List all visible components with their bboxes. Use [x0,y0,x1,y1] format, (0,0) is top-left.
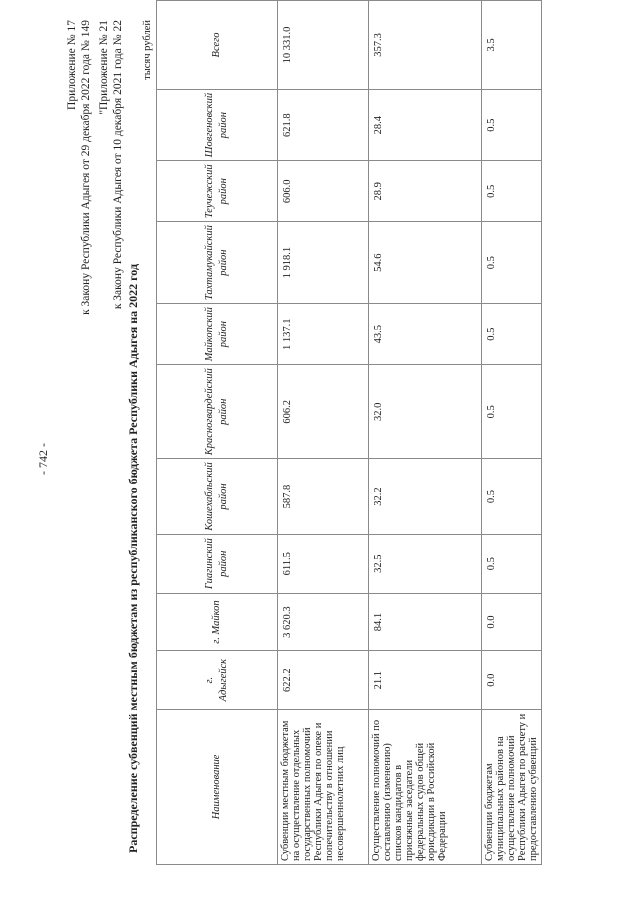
column-header-koshekhablsky: Кошехабльский район [157,459,278,535]
cell-value: 28.9 [369,161,482,222]
page-number: - 742 - [36,443,50,475]
cell-value: 84.1 [369,593,482,651]
table-row [482,1,542,865]
cell-total: 3.5 [482,1,542,90]
column-header-teuchezhsky: Теучежский район [157,161,278,222]
table-row [278,1,369,865]
subventions-table [156,0,542,865]
cell-value: 621.8 [278,89,369,160]
column-header-total: Всего [157,1,278,90]
cell-value: 587.8 [278,459,369,535]
cell-value: 21.1 [369,651,482,709]
document-title: Распределение субвенций местным бюджетам из республиканского бюджета Республики Адыгея на 2022 год [126,263,140,853]
cell-value: 28.4 [369,89,482,160]
column-header-shovgenovsky: Шовгеновский район [157,89,278,160]
cell-value: 0.5 [482,89,542,160]
cell-value: 0.5 [482,161,542,222]
cell-value: 32.2 [369,459,482,535]
appendix-number: Приложение № 17 [66,20,78,110]
cell-value: 1 918.1 [278,222,369,304]
cell-value: 0.0 [482,593,542,651]
cell-value: 54.6 [369,222,482,304]
cell-value: 606.0 [278,161,369,222]
cell-value: 43.5 [369,304,482,365]
cell-value: 0.5 [482,365,542,459]
column-header-maykop: г. Майкоп [157,593,278,651]
cell-value: 0.5 [482,304,542,365]
cell-total: 357.3 [369,1,482,90]
original-appendix-number: "Приложение № 21 [98,20,110,115]
cell-value: 0.5 [482,459,542,535]
column-header-takhtamukaysky: Тахтамукайский район [157,222,278,304]
cell-value: 0.5 [482,534,542,593]
column-header-name: Наименование [157,709,278,864]
cell-total: 10 331.0 [278,1,369,90]
row-name: Субвенции бюджетам муниципальных районов на осуществление полномочий Республики Адыгея по расчету и предоставлению субвенций [482,709,542,864]
cell-value: 1 137.1 [278,304,369,365]
row-name: Осуществление полномочий по составлению (изменению) списков кандидатов в присяжные заседатели федеральных судов общей юрисдикции в Российской Федерации [369,709,482,864]
cell-value: 611.5 [278,534,369,593]
column-header-adygeysk: г. Адыгейск [157,651,278,709]
cell-value: 0.0 [482,651,542,709]
cell-value: 32.0 [369,365,482,459]
column-header-krasnogvardeysky: Красногвардейский район [157,365,278,459]
column-header-maykopsky: Майкопский район [157,304,278,365]
appendix-law-reference: к Закону Республики Адыгея от 29 декабря 2022 года № 149 [80,20,92,315]
cell-value: 622.2 [278,651,369,709]
original-law-reference: к Закону Республики Адыгея от 10 декабря 2021 года № 22 [112,20,124,310]
cell-value: 32.5 [369,534,482,593]
table-header-row [157,1,278,865]
row-name: Субвенции местным бюджетам на осуществление отдельных государственных полномочий Республики Адыгея по опеке и попечительству в отношении несовершеннолетних лиц [278,709,369,864]
cell-value: 0.5 [482,222,542,304]
cell-value: 3 620.3 [278,593,369,651]
table-row [369,1,482,865]
column-header-giaginsky: Гиагинский район [157,534,278,593]
units-label: тысяч рублей [142,20,153,80]
cell-value: 606.2 [278,365,369,459]
